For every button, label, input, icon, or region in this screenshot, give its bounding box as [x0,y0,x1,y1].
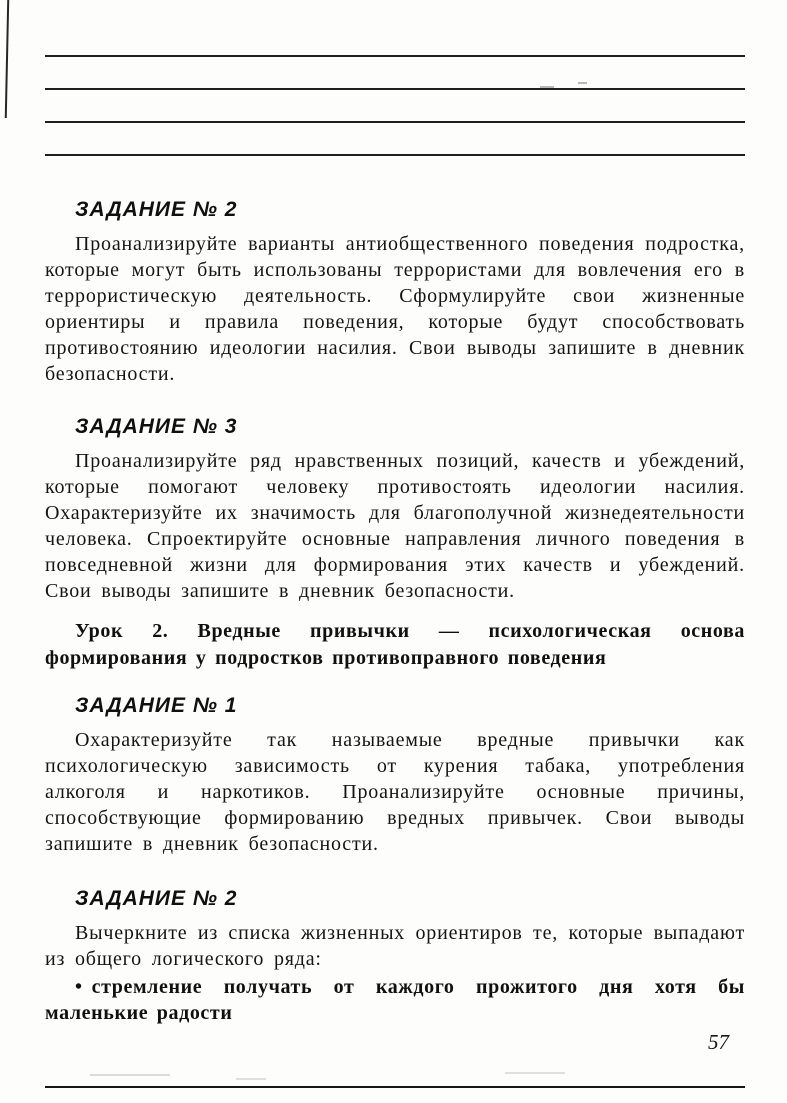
bullet-marker: • [75,976,83,998]
lesson-title: Урок 2. Вредные привычки — психологическая основа формирования у подростков противоправного поведения [45,620,745,669]
task-body-1: Проанализируйте варианты антиобщественного поведения подростка, которые могут быть использованы террористами для вовлечения его в террористическую деятельность. Сформулируйте свои жизненные ориентиры и правила поведения, которые будут способствовать противостоянию идеологии насилия. Свои выводы запишите в дневник безопасности. [45,233,745,385]
scan-noise [505,1072,565,1074]
ruled-answer-line [45,123,745,156]
task-heading-4: ЗАДАНИЕ № 2 [75,887,238,910]
scan-edge-artifact [5,0,9,118]
answer-lines [45,0,745,156]
scan-noise [236,1078,266,1080]
scan-noise [578,82,587,84]
list-item-text: стремление получать от каждого прожитого дня хотя бы маленькие радости [45,976,745,1024]
task-heading-2: ЗАДАНИЕ № 3 [75,415,238,438]
task-heading-1: ЗАДАНИЕ № 2 [75,198,238,221]
ruled-answer-line [45,24,745,57]
task-body-4: Вычеркните из списка жизненных ориентиров те, которые выпадают из общего логического ряда: [45,922,745,970]
page-content [45,0,745,1026]
scan-noise [540,86,554,88]
task-heading-3: ЗАДАНИЕ № 1 [75,694,238,717]
ruled-answer-line [45,57,745,90]
task-body-3: Охарактеризуйте так называемые вредные привычки как психологическую зависимость от курения табака, употребления алкоголя и наркотиков. Проанализируйте основные причины, способствующие формированию вредных привычек. Свои выводы запишите в дневник безопасности. [45,729,745,855]
bottom-rule [45,1086,745,1088]
page-number: 57 [708,1030,729,1054]
task-body-2: Проанализируйте ряд нравственных позиций, качеств и убеждений, которые помогают человеку противостоять идеологии насилия. Охарактеризуйте их значимость для благополучной жизнедеятельности человека. Спроектируйте основные направления личного поведения в повседневной жизни для формирования этих качеств и убеждений. Свои выводы запишите в дневник безопасности. [45,450,745,602]
scan-noise [90,1074,170,1076]
list-item [45,974,745,1026]
ruled-answer-line [45,90,745,123]
